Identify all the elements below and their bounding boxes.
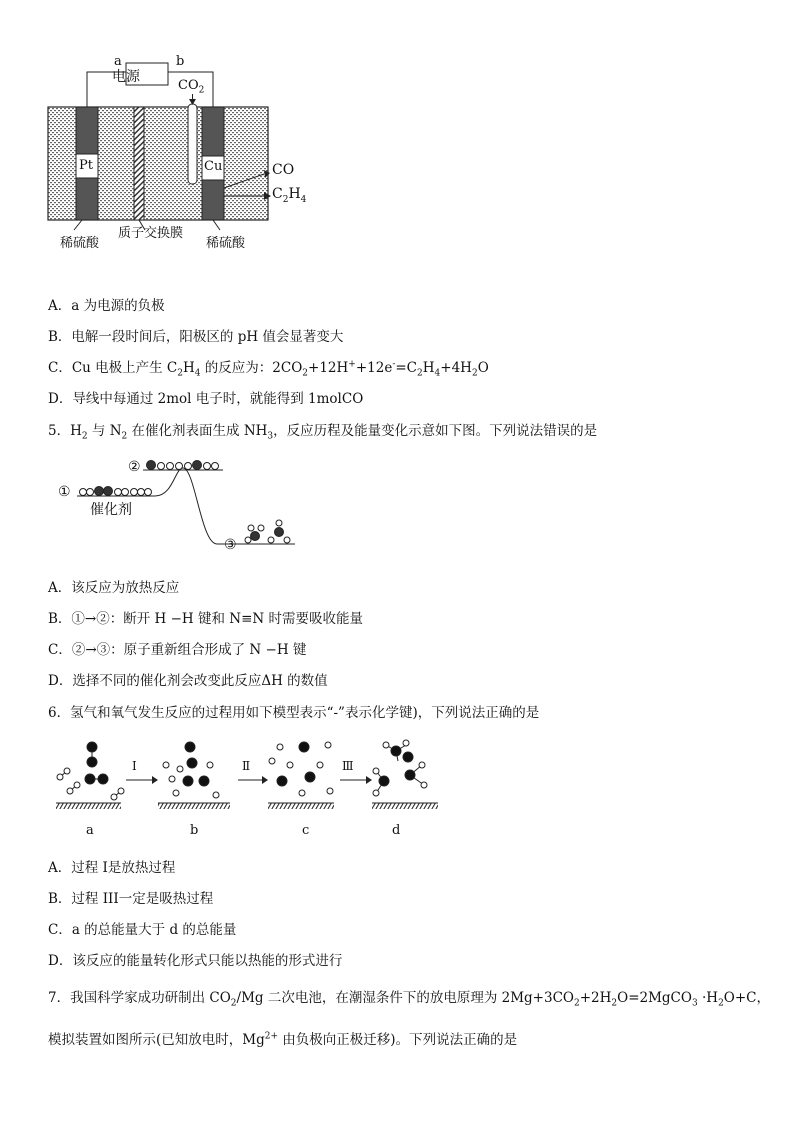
step-2-label: Ⅱ: [242, 759, 251, 773]
co2-tube: [188, 104, 197, 184]
q6-option-a: A．过程 Ⅰ是放热过程: [48, 860, 176, 876]
q5-stem: 5．$H_2$ 与 $N_2$ 在催化剂表面生成 $NH_3$，反应历程及能量变化示意如下图。下列说法错误的是: [48, 423, 598, 442]
q6-option-c: C．a 的总能量大于 d 的总能量: [48, 922, 237, 938]
step-3-label: Ⅲ: [342, 759, 354, 773]
model-d: [373, 740, 427, 796]
acid-left-label: 稀硫酸: [60, 236, 100, 251]
co2-inlet-label: $CO_2$: [178, 78, 205, 96]
step-1-label: Ⅰ: [132, 759, 137, 773]
terminal-b-label: b: [176, 54, 185, 69]
reactant-molecules: [80, 487, 152, 496]
co-product-label: CO: [272, 162, 295, 178]
reaction-model-figure: [50, 735, 450, 815]
q5-option-d: D．选择不同的催化剂会改变此反应ΔH 的数值: [48, 673, 328, 689]
proton-membrane: [134, 107, 144, 220]
panel-d-label: d: [392, 823, 401, 838]
state-3-label: ③: [224, 537, 237, 553]
q4-option-d: D．导线中每通过 2mol 电子时，就能得到 1molCO: [48, 391, 364, 407]
cu-label: Cu: [204, 159, 223, 174]
product-molecules: [245, 520, 290, 543]
model-c: [269, 742, 333, 796]
panel-b-label: b: [190, 823, 199, 838]
q5-option-a: A．该反应为放热反应: [48, 580, 180, 596]
panel-a-label: a: [86, 823, 94, 838]
state-2-label: ②: [128, 459, 141, 475]
q6-option-b: B．过程 III一定是吸热过程: [48, 891, 214, 907]
q7-stem-line2: 模拟装置如图所示(已知放电时，$Mg^{2+}$ 由负极向正极迁移)。下列说法正确的是: [48, 1031, 518, 1048]
pt-label: Pt: [79, 158, 93, 173]
acid-right-label: 稀硫酸: [206, 236, 246, 251]
panel-c-label: c: [302, 823, 310, 838]
q6-stem: 6．氢气和氧气发生反应的过程用如下模型表示“-”表示化学键)，下列说法正确的是: [48, 705, 540, 721]
q6-option-d: D．该反应的能量转化形式只能以热能的形式进行: [48, 953, 343, 969]
q4-option-b: B．电解一段时间后，阳极区的 pH 值会显著变大: [48, 329, 344, 345]
c2h4-product-label: $C_2H_4$: [272, 186, 307, 205]
model-b: [163, 742, 219, 798]
state-1-label: ①: [58, 484, 71, 500]
q4-option-a: A．a 为电源的负极: [48, 298, 165, 314]
q7-stem-line1: 7．我国科学家成功研制出 $CO_2/Mg$ 二次电池，在潮湿条件下的放电原理为 $2Mg+3CO_2+2H_2O=2MgCO_3 \cdot H_2O+C$，: [48, 990, 771, 1009]
q4-option-c: C．Cu 电极上产生 $C_2H_4$ 的反应为：$2CO_2+12H^++12e^-=C_2H_4+4H_2O$: [48, 359, 489, 379]
membrane-label: 质子交换膜: [118, 226, 184, 241]
power-source-label: 电源: [112, 69, 140, 85]
catalyst-label: 催化剂: [90, 502, 132, 518]
model-a: [57, 742, 124, 800]
q5-option-b: B．①→②：断开 H −H 键和 N≡N 时需要吸收能量: [48, 611, 363, 627]
q5-option-c: C．②→③：原子重新组合形成了 N −H 键: [48, 642, 307, 658]
terminal-a-label: a: [114, 54, 122, 69]
